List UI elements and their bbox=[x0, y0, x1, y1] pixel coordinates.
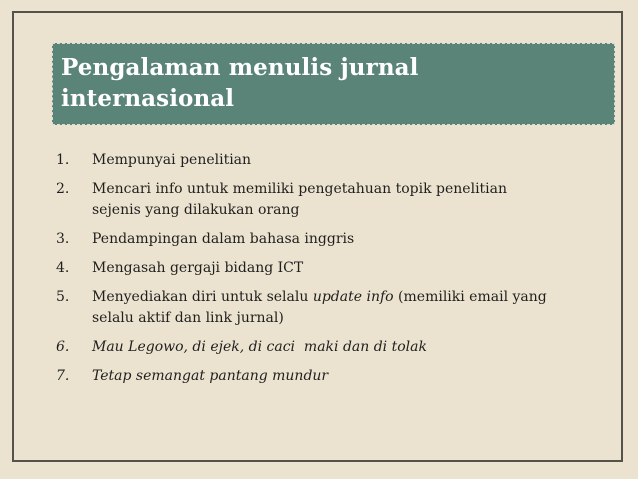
list-number: 1. bbox=[56, 152, 70, 168]
list-item-emphasis: update info bbox=[312, 289, 394, 305]
list-item-6 bbox=[56, 337, 596, 358]
list-item-2 bbox=[56, 179, 596, 221]
title-box bbox=[52, 43, 615, 125]
list-number: 7. bbox=[56, 368, 70, 384]
list-item-text: Pendampingan dalam bahasa inggris bbox=[92, 231, 355, 247]
slide-title bbox=[61, 52, 606, 114]
list-item-text-before: Menyediakan diri untuk selalu bbox=[92, 289, 313, 305]
list-number: 2. bbox=[56, 181, 70, 197]
list-number: 6. bbox=[56, 339, 70, 355]
list-item-3 bbox=[56, 229, 596, 250]
title-line-2: internasional bbox=[61, 85, 235, 112]
list-item-text: Tetap semangat pantang mundur bbox=[92, 368, 329, 384]
list-item-text: Mau Legowo, di ejek, di caci maki dan di tolak bbox=[92, 339, 427, 355]
list-item-text: Mengasah gergaji bidang ICT bbox=[92, 260, 304, 276]
numbered-list bbox=[56, 150, 596, 395]
list-item-text-line-2: selalu aktif dan link jurnal) bbox=[92, 310, 284, 326]
list-item-text-line-1: Mencari info untuk memiliki pengetahuan topik penelitian bbox=[92, 181, 508, 197]
list-number: 5. bbox=[56, 289, 70, 305]
title-line-1: Pengalaman menulis jurnal bbox=[61, 54, 419, 81]
list-item-text: Mempunyai penelitian bbox=[92, 152, 252, 168]
list-item-7 bbox=[56, 366, 596, 387]
list-item-text-after: (memiliki email yang bbox=[393, 289, 547, 305]
list-number: 4. bbox=[56, 260, 70, 276]
list-number: 3. bbox=[56, 231, 70, 247]
list-item-1 bbox=[56, 150, 596, 171]
list-item-5 bbox=[56, 287, 596, 329]
list-item-text-line-2: sejenis yang dilakukan orang bbox=[92, 202, 300, 218]
list-item-4 bbox=[56, 258, 596, 279]
